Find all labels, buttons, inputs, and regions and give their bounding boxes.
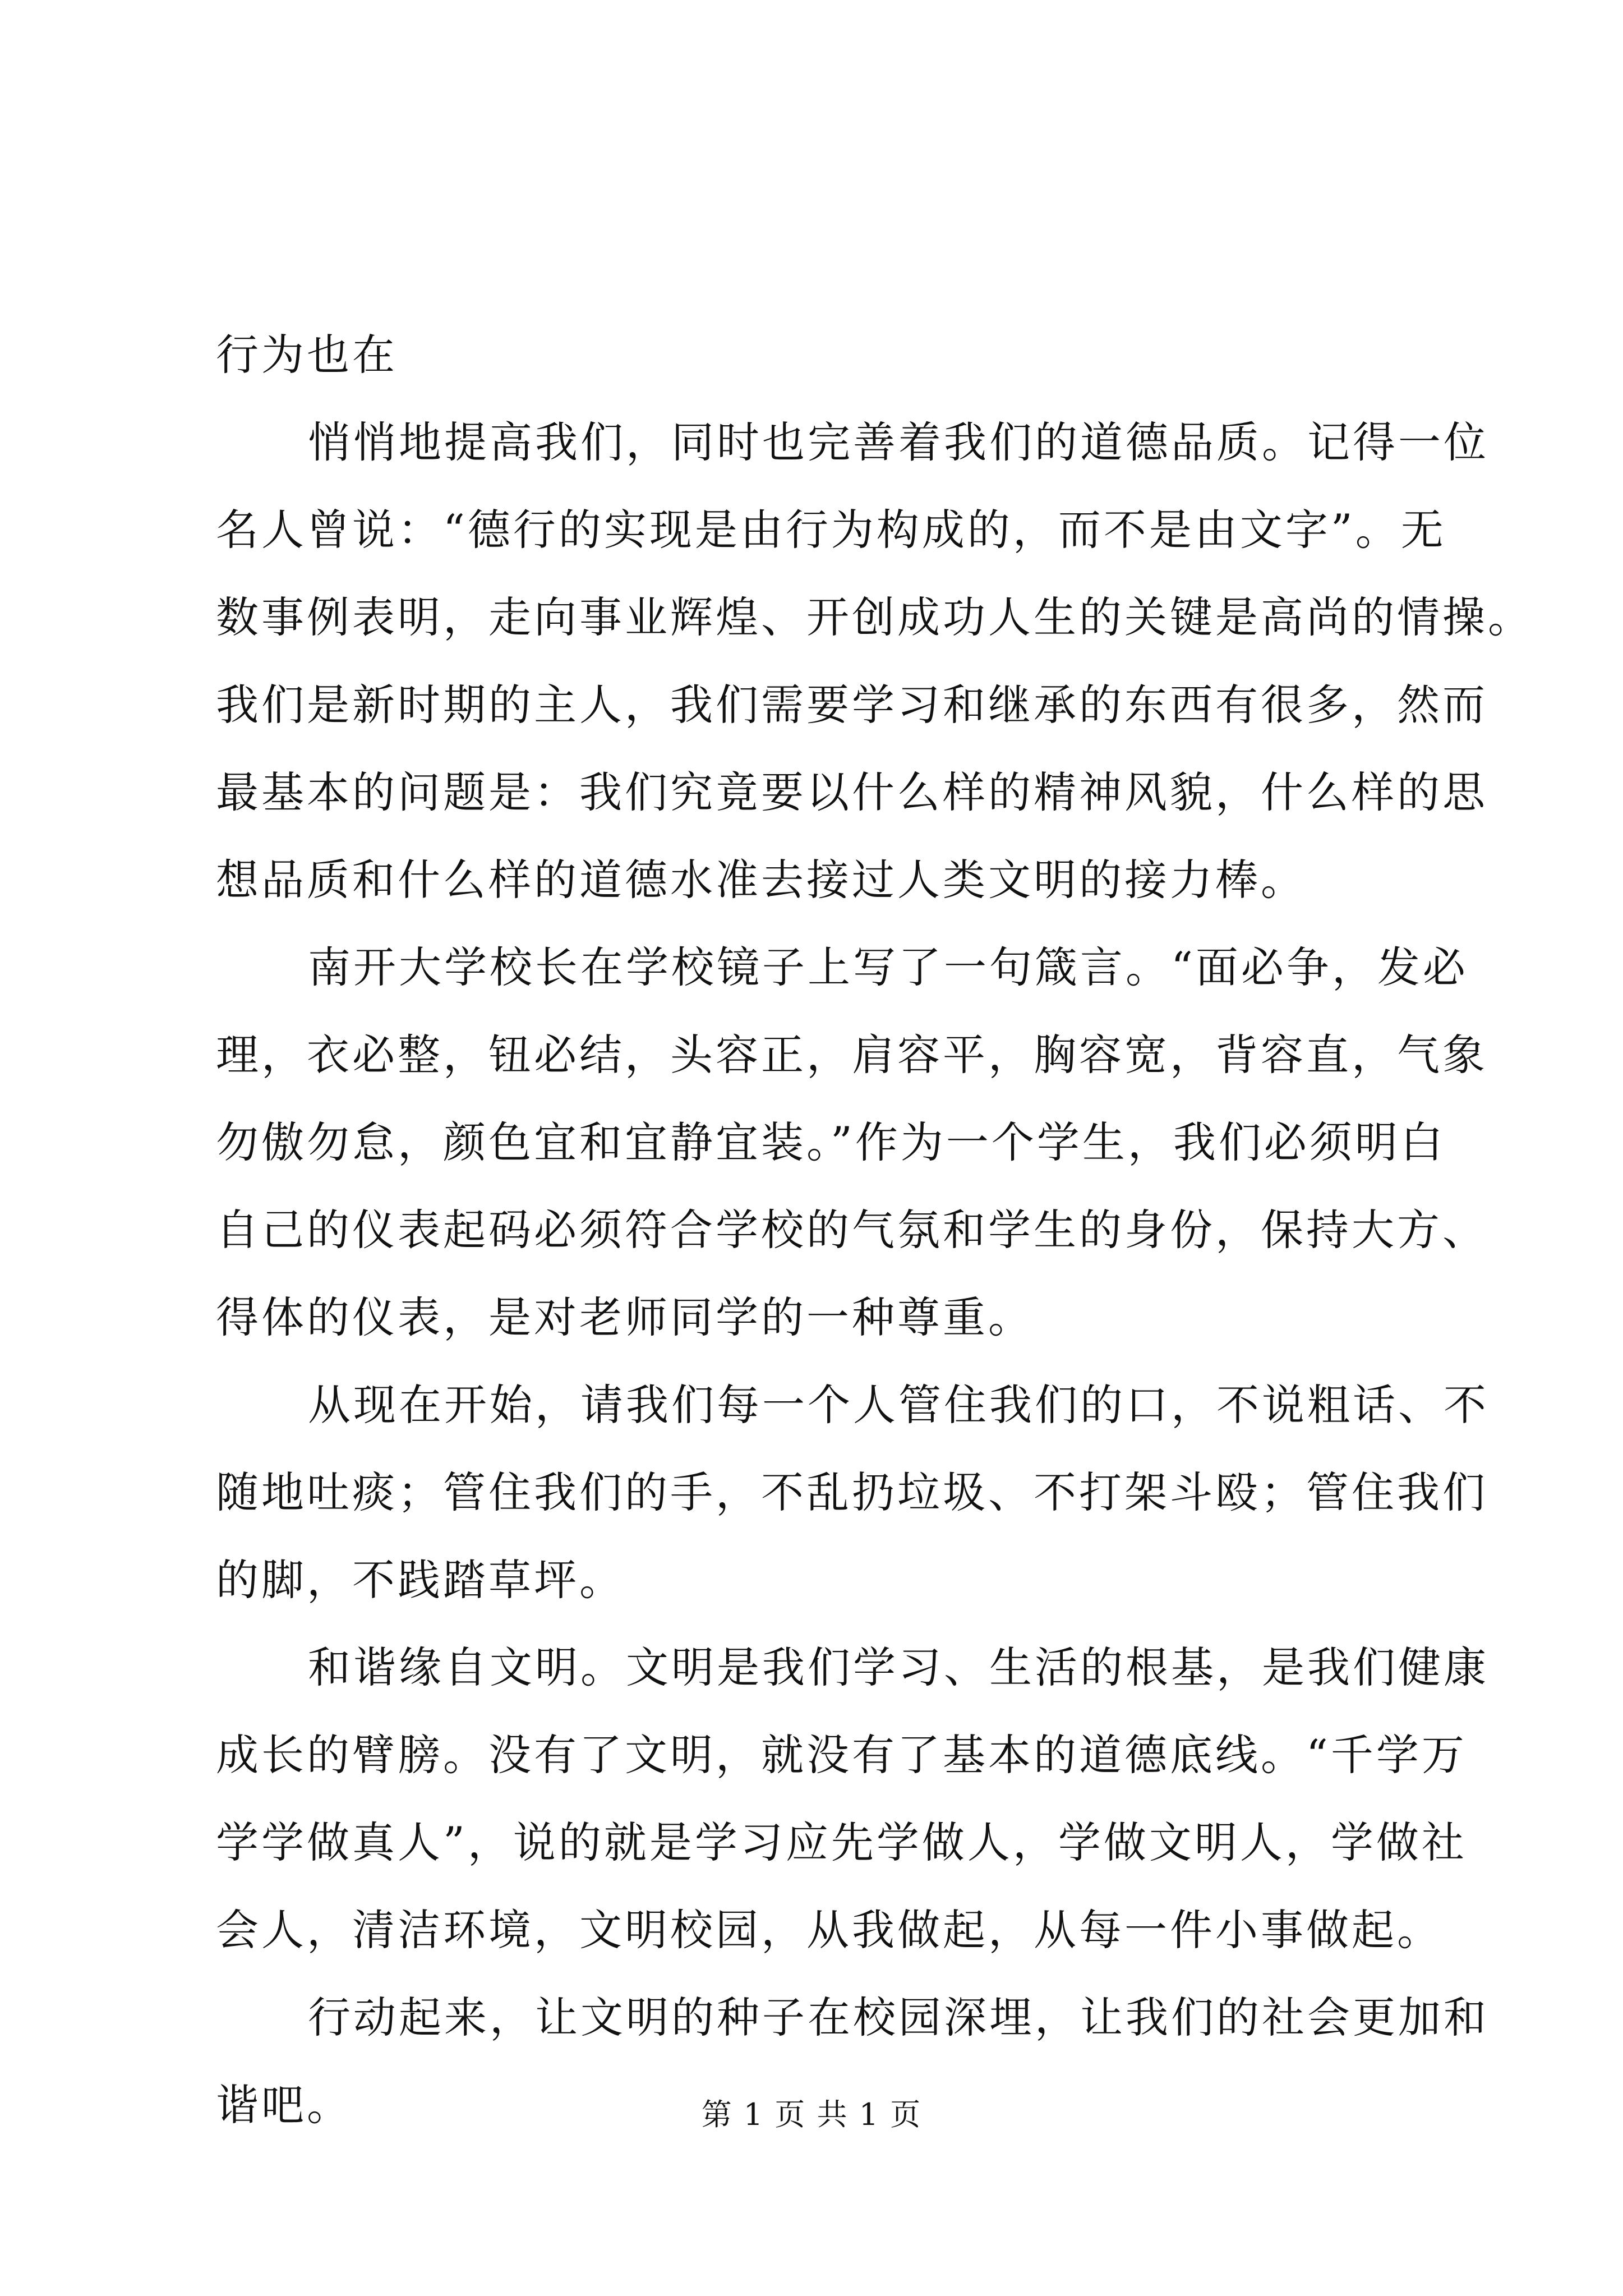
page-number-footer: 第 1 页 共 1 页 (701, 2097, 922, 2132)
text-line: 勿傲勿怠，颜色宜和宜静宜装。”作为一个学生，我们必须明白 (216, 1117, 1446, 1167)
text-line: 学学做真人”，说的就是学习应先学做人，学做文明人，学做社 (216, 1818, 1467, 1867)
text-line: 自己的仪表起码必须符合学校的气氛和学生的身份，保持大方、 (216, 1205, 1488, 1255)
text-line: 成长的臂膀。没有了文明，就没有了基本的道德底线。“千学万 (216, 1730, 1467, 1780)
paragraph-start-line: 南开大学校长在学校镜子上写了一句箴言。“面必争，发必 (308, 942, 1468, 992)
document-body (216, 311, 1533, 2149)
text-line: 会人，清洁环境，文明校园，从我做起，从每一件小事做起。 (216, 1905, 1442, 1955)
text-line: 理，衣必整，钮必结，头容正，肩容平，胸容宽，背容直，气象 (216, 1030, 1488, 1080)
paragraph-start-line: 和谐缘自文明。文明是我们学习、生活的根基，是我们健康 (308, 1642, 1489, 1692)
text-line: 随地吐痰；管住我们的手，不乱扔垃圾、不打架斗殴；管住我们 (216, 1467, 1488, 1517)
text-line: 谐吧。 (216, 2080, 352, 2130)
text-line: 得体的仪表，是对老师同学的一种尊重。 (216, 1292, 1034, 1342)
text-line: 行为也在 (216, 330, 398, 380)
text-line: 数事例表明，走向事业辉煌、开创成功人生的关键是高尚的情操。 (216, 592, 1533, 642)
text-line: 名人曾说：“德行的实现是由行为构成的，而不是由文字”。无 (216, 505, 1446, 555)
paragraph-start-line: 悄悄地提高我们，同时也完善着我们的道德品质。记得一位 (308, 417, 1489, 467)
text-line: 的脚，不践踏草坪。 (216, 1555, 625, 1605)
paragraph-start-line: 行动起来，让文明的种子在校园深埋，让我们的社会更加和 (308, 1993, 1489, 2042)
text-line: 最基本的问题是：我们究竟要以什么样的精神风貌，什么样的思 (216, 767, 1488, 817)
text-line: 我们是新时期的主人，我们需要学习和继承的东西有很多，然而 (216, 680, 1488, 730)
paragraph-start-line: 从现在开始，请我们每一个人管住我们的口，不说粗话、不 (308, 1380, 1489, 1430)
text-line: 想品质和什么样的道德水准去接过人类文明的接力棒。 (216, 855, 1306, 905)
